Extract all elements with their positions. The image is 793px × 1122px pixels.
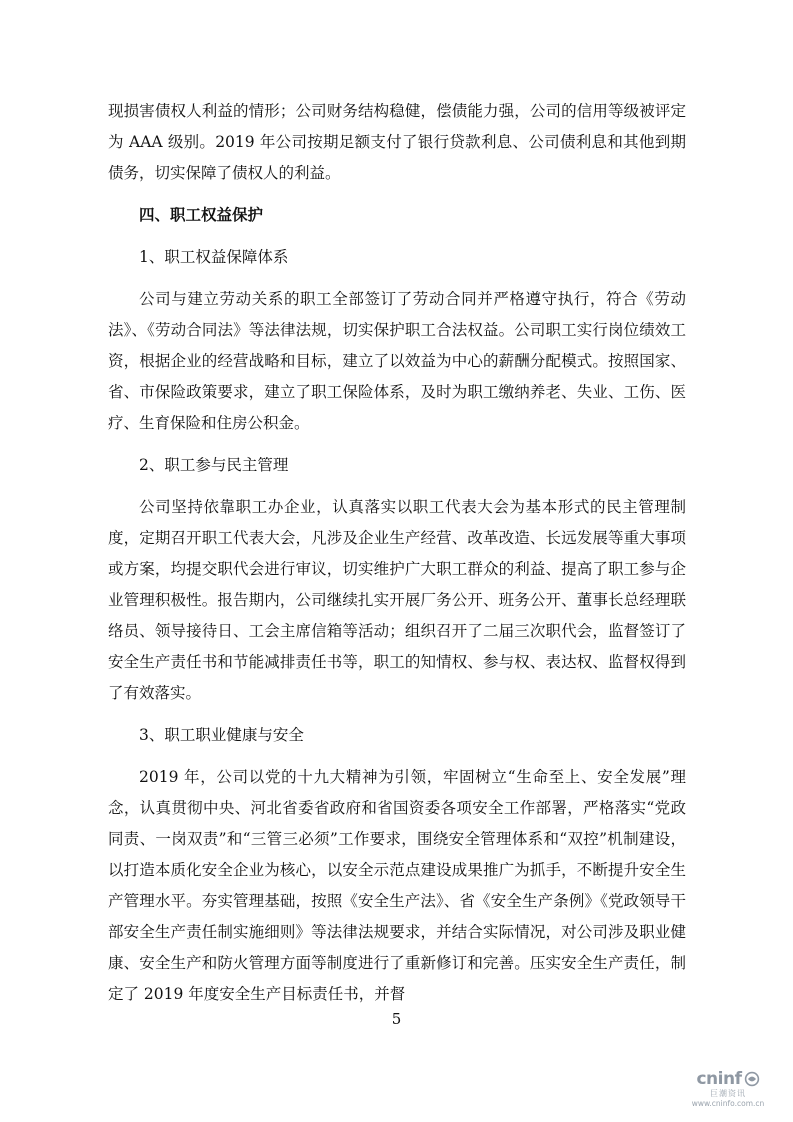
watermark-brand: cninf <box>696 1069 742 1089</box>
page-number: 5 <box>391 1010 402 1028</box>
subsection-title-rights-system: 1、职工权益保障体系 <box>139 248 289 266</box>
paragraph-health-safety: 2019 年，公司以党的十九大精神为引领，牢固树立“生命至上、安全发展”理念，认真贯彻中央、河北省委省政府和省国资委各项安全工作部署，严格落实“党政同责、一岗双责”和“三管三必须”工作要求，围绕安全管理体系和“双控”机制建设，以打造本质化安全企业为核心，以安全示范点建设成果推广为抓手，不断提升安全生产管理水平。夯实管理基础，按照《安全生产法》、省《安全生产条例》《党政领导干部安全生产责任制实施细则》等法律法规要求，并结合实际情况，对公司涉及职业健康、安全生产和防火管理方面等制度进行了重新修订和完善。压实安全生产责任，制定了 2019 年度安全生产目标责任书，并督 <box>108 768 686 1003</box>
paragraph-creditor-continuation: 现损害债权人利益的情形；公司财务结构稳健，偿债能力强，公司的信用等级被评定为 AAA 级别。2019 年公司按期足额支付了银行贷款利息、公司债利息和其他到期债务，切实保障了债权人的利益。 <box>108 102 686 182</box>
cninf-watermark <box>683 1069 773 1108</box>
paragraph-democratic-management: 公司坚持依靠职工办企业，认真落实以职工代表大会为基本形式的民主管理制度，定期召开职工代表大会，凡涉及企业生产经营、改革改造、长远发展等重大事项或方案，均提交职代会进行审议，切实维护广大职工群众的利益、提高了职工参与企业管理积极性。报告期内，公司继续扎实开展厂务公开、班务公开、董事长总经理联络员、领导接待日、工会主席信箱等活动；组织召开了二届三次职代会，监督签订了安全生产责任书和节能减排责任书等，职工的知情权、参与权、表达权、监督权得到了有效落实。 <box>108 498 686 702</box>
watermark-url: www.cninfo.com.cn <box>691 1099 765 1108</box>
subsection-title-democratic-management: 2、职工参与民主管理 <box>139 456 289 474</box>
subsection-title-health-safety: 3、职工职业健康与安全 <box>139 726 304 744</box>
document-body <box>108 96 686 1021</box>
paragraph-rights-system: 公司与建立劳动关系的职工全部签订了劳动合同并严格遵守执行，符合《劳动法》、《劳动合同法》等法律法规，切实保护职工合法权益。公司职工实行岗位绩效工资，根据企业的经营战略和目标，建立了以效益为中心的薪酬分配模式。按照国家、省、市保险政策要求，建立了职工保险体系，及时为职工缴纳养老、失业、工伤、医疗、生育保险和住房公积金。 <box>108 290 686 432</box>
cninf-logo-icon <box>744 1071 760 1087</box>
watermark-cn-name: 巨潮资讯 <box>710 1089 746 1098</box>
section-title-employee-rights: 四、职工权益保护 <box>139 206 264 224</box>
